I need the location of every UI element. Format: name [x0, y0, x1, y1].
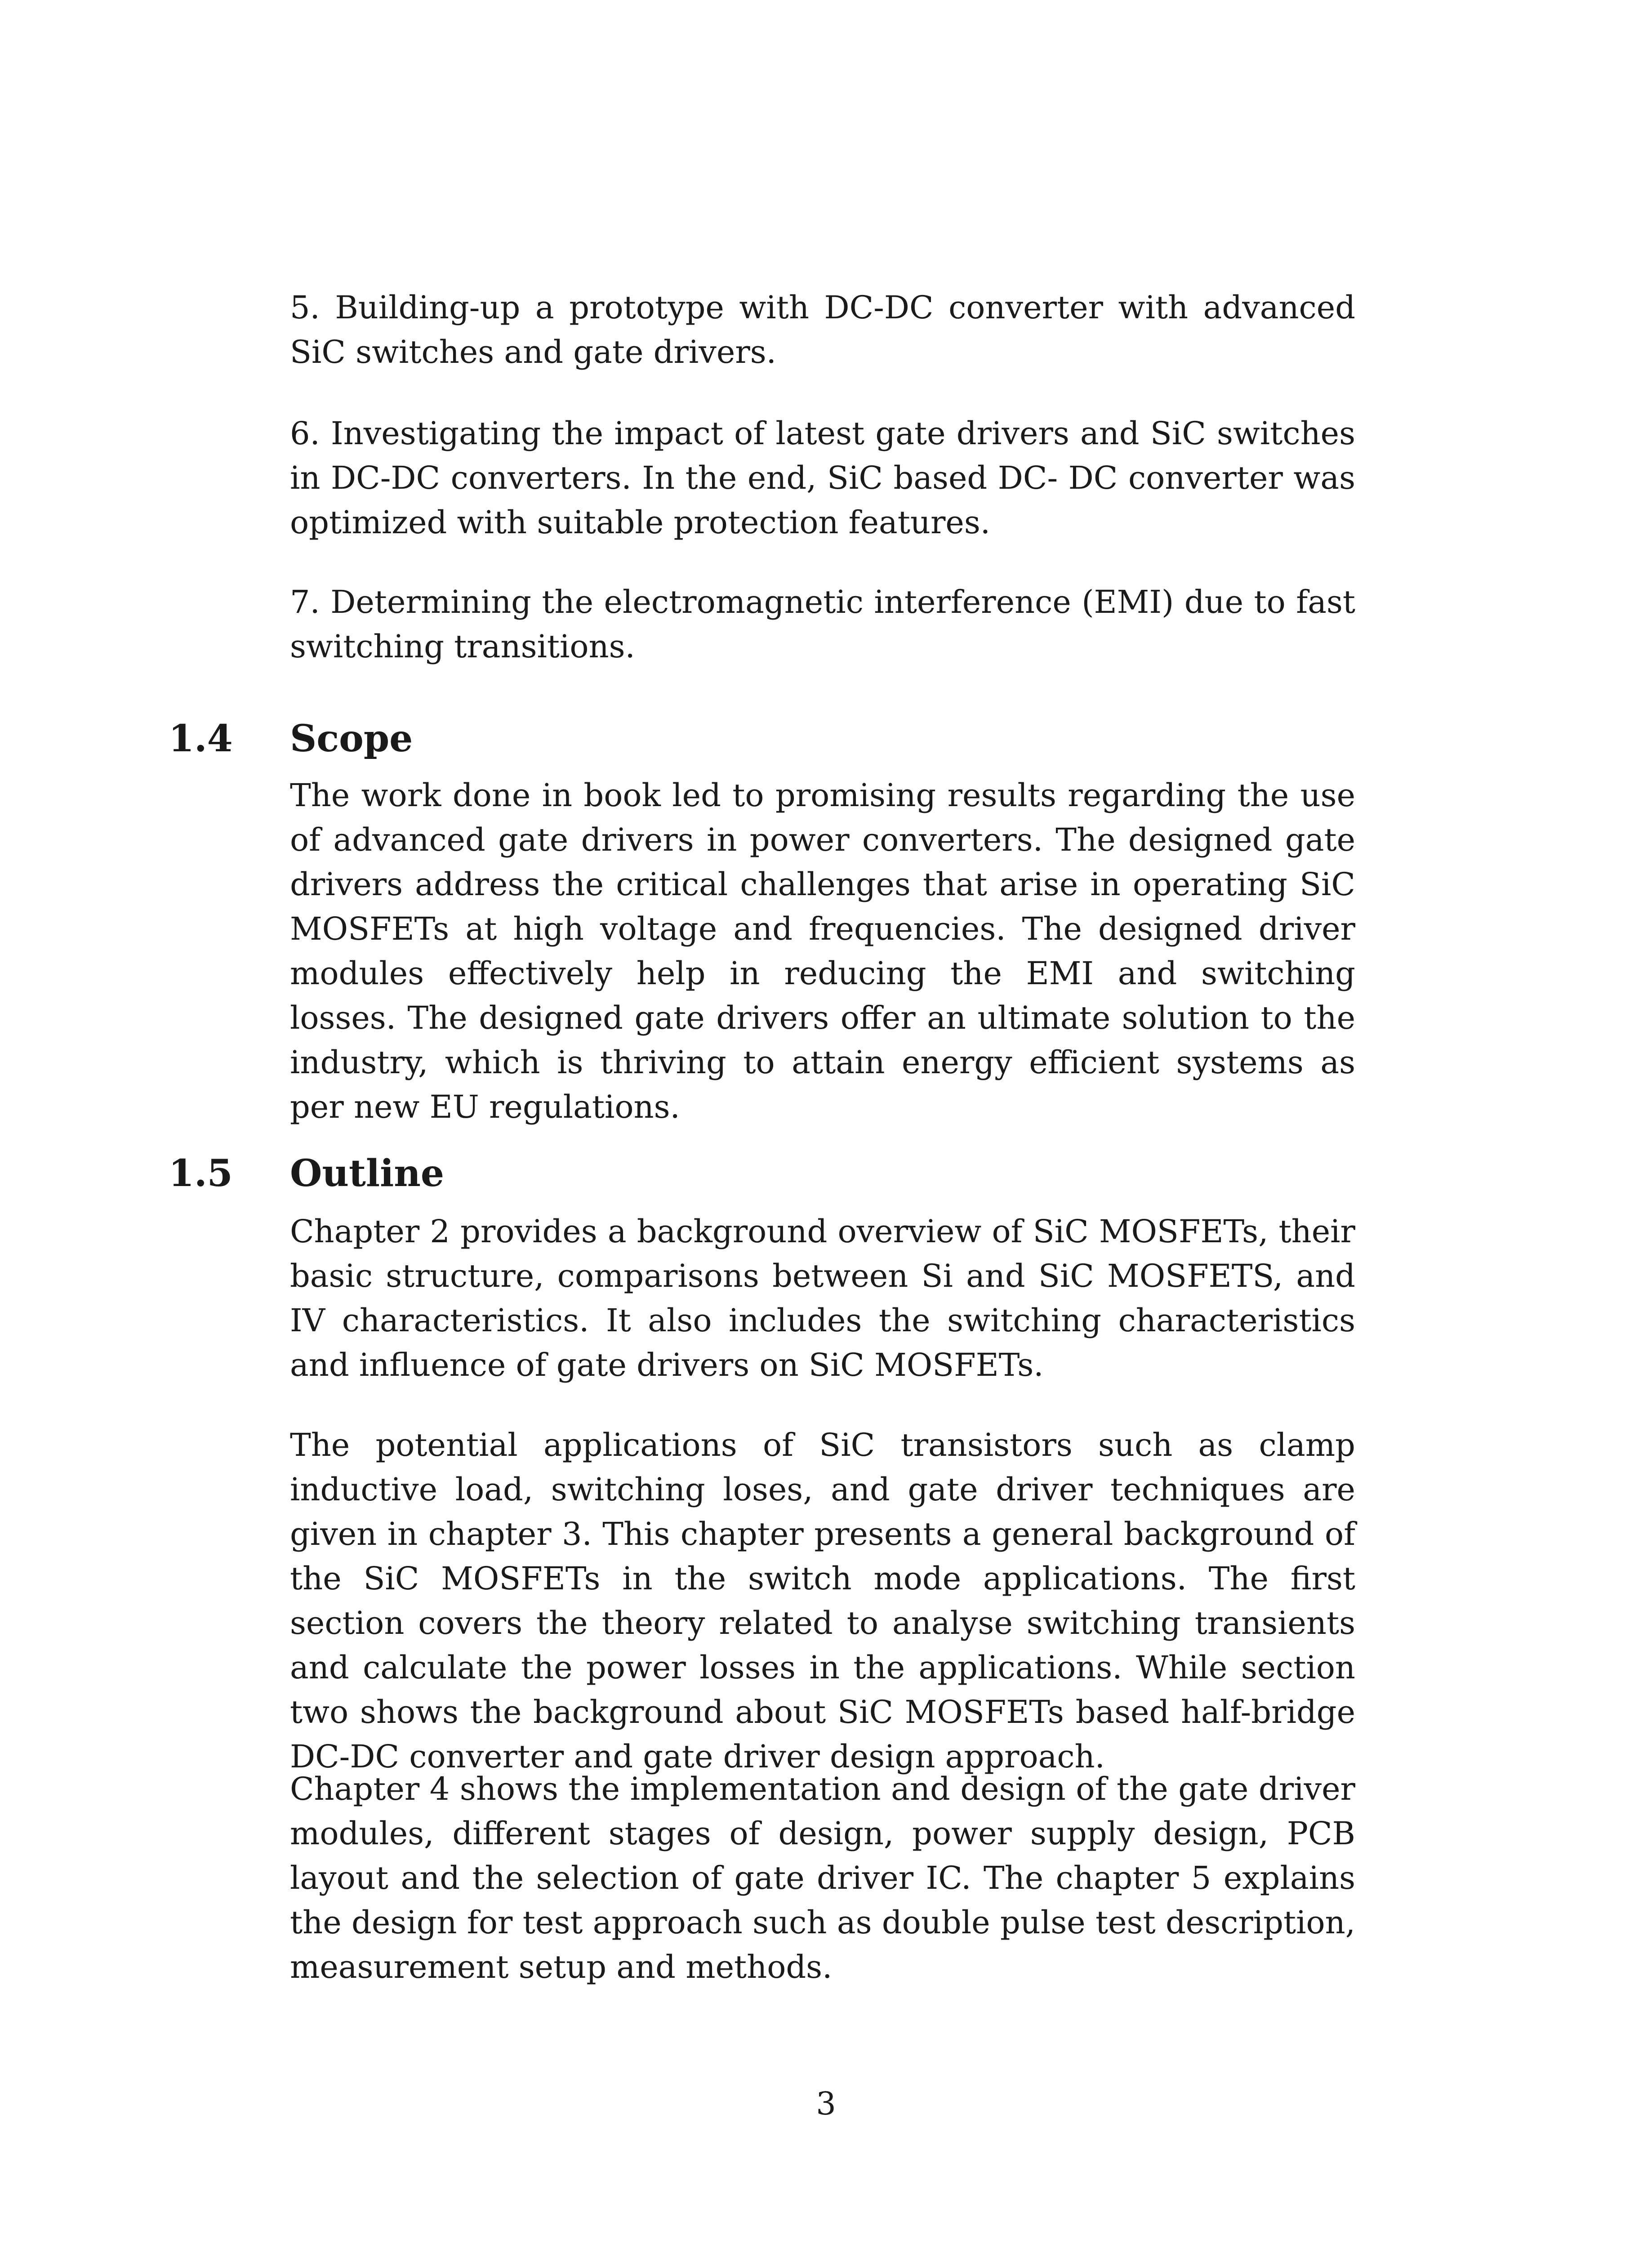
section-number-scope: 1.4	[169, 717, 233, 760]
outline-paragraph-1: Chapter 2 provides a background overview of SiC MOSFETs, their basic structure, comparisons between Si and SiC MOSFETS, and IV characteristics. It also includes the switching characteristics and influence of gate drivers on SiC MOSFETs.	[290, 1213, 1355, 1383]
section-number-outline: 1.5	[169, 1152, 233, 1195]
scope-paragraph: The work done in book led to promising results regarding the use of advanced gate drivers in power converters. The designed gate drivers address the critical challenges that arise in operating SiC MOSFETs at high voltage and frequencies. The designed driver modules effectively help in reducing the EMI and switching losses. The designed gate drivers offer an ultimate solution to the industry, which is thriving to attain energy efficient systems as per new EU regulations.	[290, 777, 1355, 1125]
outline-paragraph-2: The potential applications of SiC transistors such as clamp inductive load, switching loses, and gate driver techniques are given in chapter 3. This chapter presents a general background of the SiC MOSFETs in the switch mode applications. The first section covers the theory related to analyse switching transients and calculate the power losses in the applications. While section two shows the background about SiC MOSFETs based half-bridge DC-DC converter and gate driver design approach.	[290, 1427, 1355, 1775]
objective-item-7: 7. Determining the electromagnetic interference (EMI) due to fast switching transitions.	[290, 584, 1355, 665]
outline-paragraph-3: Chapter 4 shows the implementation and design of the gate driver modules, different stages of design, power supply design, PCB layout and the selection of gate driver IC. The chapter 5 explains the design for test approach such as double pulse test description, measurement setup and methods.	[290, 1771, 1355, 1985]
objective-item-5: 5. Building-up a prototype with DC-DC converter with advanced SiC switches and gate drivers.	[290, 289, 1355, 370]
page-number: 3	[816, 2085, 836, 2122]
section-title-scope: Scope	[290, 717, 413, 760]
objective-item-6: 6. Investigating the impact of latest gate drivers and SiC switches in DC-DC converters. In the end, SiC based DC- DC converter was optimized with suitable protection features.	[290, 415, 1355, 541]
section-title-outline: Outline	[290, 1152, 445, 1195]
